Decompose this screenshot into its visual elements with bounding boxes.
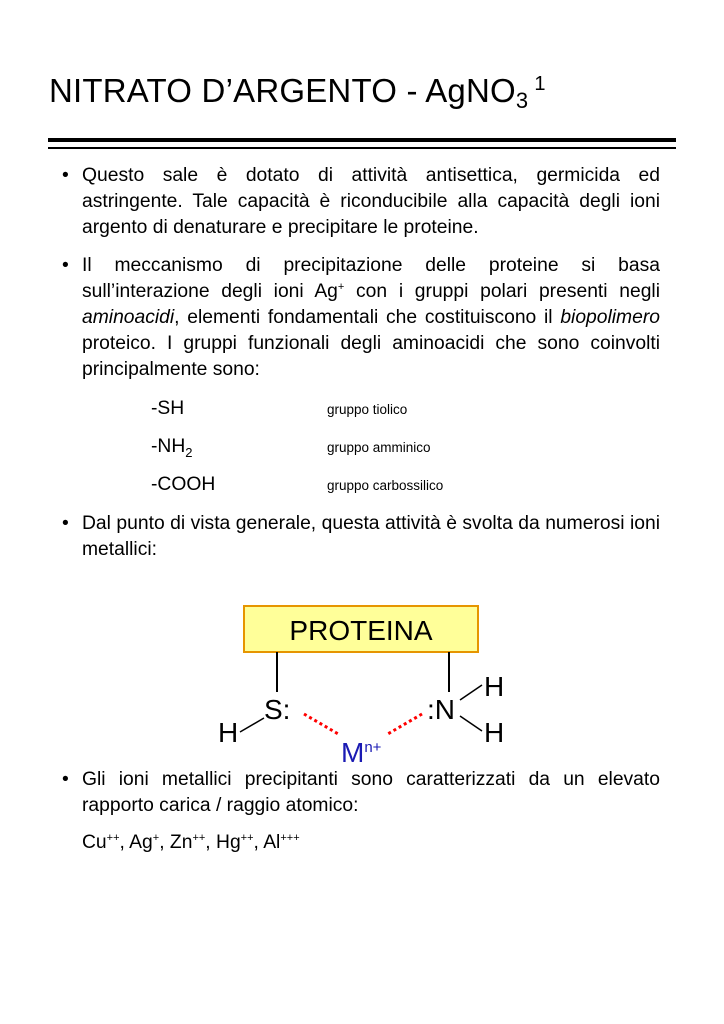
nitrogen-atom: :N <box>427 694 455 725</box>
italic-term: aminoacidi <box>82 307 175 328</box>
group-formula-cooh: -COOH <box>151 474 216 495</box>
protein-label: PROTEINA <box>289 615 433 646</box>
title-subscript: 3 <box>515 88 529 113</box>
text-run: proteico. I gruppi funzionali degli aminoacidi che sono coinvolti principalmente sono: <box>82 333 660 380</box>
hydrogen-right-bottom: H <box>484 717 505 748</box>
bullet-dot: • <box>62 769 69 790</box>
group-desc-nh2: gruppo amminico <box>327 440 431 455</box>
bullet-text: Gli ioni metallici precipitanti sono caratterizzati da un elevato rapporto carica / raggio atomico: <box>82 769 660 816</box>
bullet-charge-ratio <box>62 767 660 819</box>
metal-charge: n+ <box>364 739 382 756</box>
italic-term: biopolimero <box>560 307 660 328</box>
hydrogen-left: H <box>218 717 239 748</box>
charge-superscript: + <box>337 281 345 293</box>
ion-zn: Zn++, <box>169 832 217 853</box>
bond-n-h-bottom <box>460 716 482 731</box>
metal-ions-list <box>82 832 300 854</box>
bullet-dot: • <box>62 165 69 186</box>
coordination-bond-s-m <box>304 714 340 735</box>
coordination-bond-n-m <box>386 714 422 735</box>
bullet-text: Questo sale è dotato di attività antisettica, germicida ed astringente. Tale capacità è riconducibile alla capacità degli ioni argento di denaturare e precipitare le proteine. <box>82 165 660 238</box>
ion-al: Al+++ <box>263 832 300 853</box>
bond-h-sulfur <box>240 718 264 732</box>
bond-n-h-top <box>460 685 482 700</box>
ion-ag: Ag+, <box>129 832 170 853</box>
group-formula-nh2: $-NH_2$ <box>151 436 193 460</box>
text-run: con i gruppi polari presenti negli <box>344 281 660 302</box>
group-formula-sh: -SH <box>151 398 185 419</box>
title-text: NITRATO D’ARGENTO - AgNO <box>49 72 516 109</box>
text-run: , elementi fondamentali che costituiscono il <box>174 307 561 328</box>
ion-hg: Hg++, <box>216 832 264 853</box>
bullet-text: Dal punto di vista generale, questa attività è svolta da numerosi ioni metallici: <box>82 513 660 560</box>
metal-ion <box>341 737 382 768</box>
bullet-dot: • <box>62 513 69 534</box>
group-desc-sh: gruppo tiolico <box>327 402 408 417</box>
metal-symbol: M <box>341 737 365 768</box>
sulfur-atom: S: <box>264 694 291 725</box>
group-desc-cooh: gruppo carbossilico <box>327 478 444 493</box>
title-footnote-mark: 1 <box>534 73 546 95</box>
text-run: Il meccanismo di precipitazione delle proteine si basa sull’interazione degli ioni Ag <box>82 255 660 302</box>
bullet-dot: • <box>62 255 69 276</box>
ion-cu: Cu++, <box>82 832 130 853</box>
hydrogen-right-top: H <box>484 671 505 702</box>
